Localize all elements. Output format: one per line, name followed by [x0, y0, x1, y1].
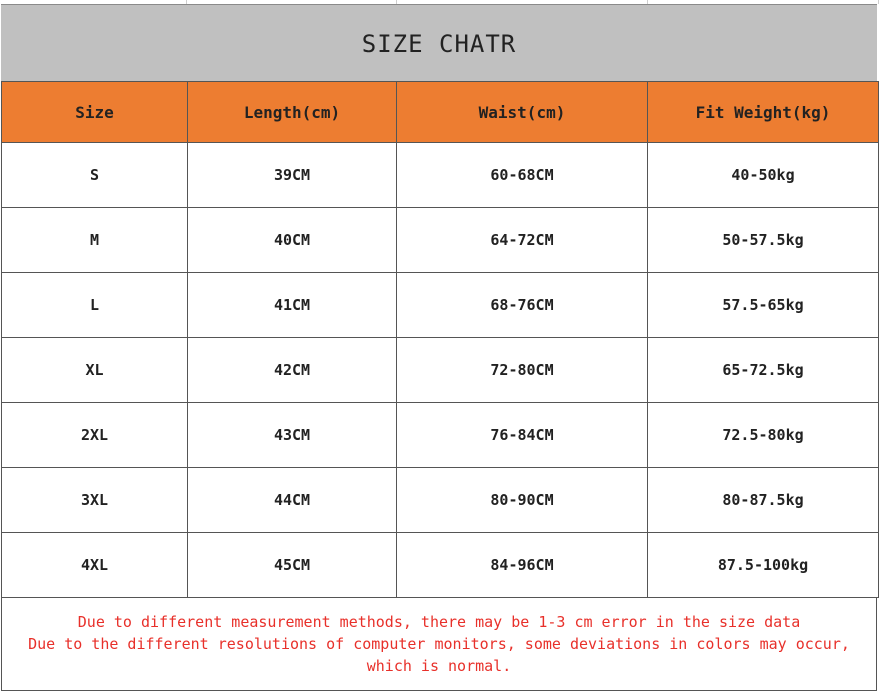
cell-size: L	[2, 273, 188, 338]
cell-size: M	[2, 208, 188, 273]
cell-waist: 76-84CM	[397, 403, 648, 468]
cell-length: 40CM	[188, 208, 397, 273]
note-line-2: Due to the different resolutions of computer monitors, some deviations in colors may occur,	[28, 634, 850, 653]
table-row	[2, 273, 879, 338]
cell-length: 42CM	[188, 338, 397, 403]
cell-length: 41CM	[188, 273, 397, 338]
table-row	[2, 338, 879, 403]
cell-size: 4XL	[2, 533, 188, 598]
table-row	[2, 208, 879, 273]
header-row	[2, 82, 879, 143]
cell-size: XL	[2, 338, 188, 403]
cell-waist: 72-80CM	[397, 338, 648, 403]
cell-fit-weight: 80-87.5kg	[648, 468, 879, 533]
cell-waist: 80-90CM	[397, 468, 648, 533]
chart-title: SIZE CHATR	[1, 4, 877, 82]
table-row	[2, 143, 879, 208]
cell-fit-weight: 57.5-65kg	[648, 273, 879, 338]
cell-size: 2XL	[2, 403, 188, 468]
cell-length: 44CM	[188, 468, 397, 533]
cell-waist: 84-96CM	[397, 533, 648, 598]
header-length: Length(cm)	[188, 82, 397, 143]
table-row	[2, 533, 879, 598]
cell-fit-weight: 50-57.5kg	[648, 208, 879, 273]
table-body	[2, 143, 879, 598]
table-row	[2, 403, 879, 468]
header-size: Size	[2, 82, 188, 143]
cell-waist: 60-68CM	[397, 143, 648, 208]
cell-fit-weight: 40-50kg	[648, 143, 879, 208]
cell-fit-weight: 72.5-80kg	[648, 403, 879, 468]
cell-size: S	[2, 143, 188, 208]
cell-size: 3XL	[2, 468, 188, 533]
disclaimer-note	[1, 597, 877, 691]
header-fit-weight: Fit Weight(kg)	[648, 82, 879, 143]
cell-waist: 68-76CM	[397, 273, 648, 338]
size-table	[1, 81, 879, 598]
cell-waist: 64-72CM	[397, 208, 648, 273]
cell-length: 39CM	[188, 143, 397, 208]
cell-fit-weight: 87.5-100kg	[648, 533, 879, 598]
note-line-1: Due to different measurement methods, there may be 1-3 cm error in the size data	[77, 612, 801, 631]
table-row	[2, 468, 879, 533]
note-line-3: which is normal.	[366, 656, 512, 675]
header-waist: Waist(cm)	[397, 82, 648, 143]
cell-length: 43CM	[188, 403, 397, 468]
cell-fit-weight: 65-72.5kg	[648, 338, 879, 403]
cell-length: 45CM	[188, 533, 397, 598]
